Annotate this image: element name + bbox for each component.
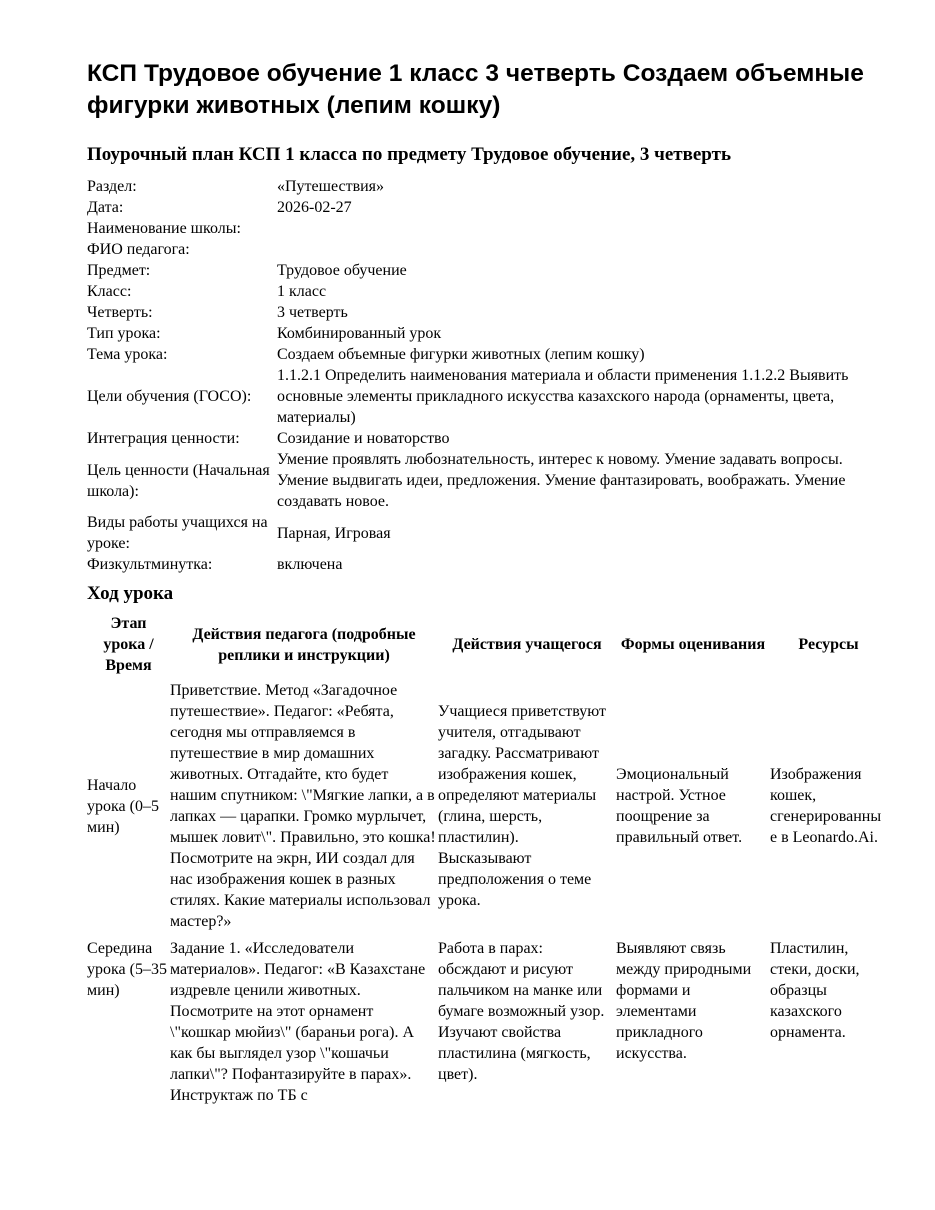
info-value: Трудовое обучение [277, 262, 407, 279]
info-value: 1.1.2.1 Определить наименования материала и области применения 1.1.2.2 Выявить основные элементы прикладного искусства казахского народа (орнаменты, цвета, материалы) [277, 367, 849, 426]
info-row-goals [87, 365, 877, 428]
info-value: 3 четверть [277, 304, 348, 321]
info-label: Цели обучения (ГОСО): [87, 388, 252, 405]
assessment-cell: Выявляют связь между природными формами и элементами прикладного искусства. [616, 940, 752, 1062]
info-label: Виды работы учащихся на уроке: [87, 514, 268, 552]
info-row-quarter [87, 302, 877, 323]
info-value [277, 239, 877, 260]
plan-heading: Поурочный план КСП 1 класса по предмету Трудовое обучение, 3 четверть [87, 144, 731, 165]
header-teacher-actions: Действия педагога (подробные реплики и инструкции) [192, 625, 416, 664]
info-row-school [87, 218, 877, 239]
info-label: Класс: [87, 283, 132, 300]
teacher-actions-cell: Приветствие. Метод «Загадочное путешествие». Педагог: «Ребята, сегодня мы отправляемся в путешествие в мир домашних животных. Отгадайте, кто будет нашим спутником: \"Мягкие лапки, а в лапках — царапки. Громко мурлычет, мышек ловит\". Правильно, это кошка! Посмотрите на экрн, ИИ создал для нас изображения кошек в разных стилях. Какие материалы использовал мастер?» [170, 682, 436, 930]
info-label: Цель ценности (Начальная школа): [87, 461, 270, 500]
info-row-value-integration [87, 428, 877, 449]
lesson-heading: Ход урока [87, 583, 174, 604]
document-title: КСП Трудовое обучение 1 класс 3 четверть Создаем объемные фигурки животных (лепим кошку) [87, 60, 864, 119]
info-row-value-goal [87, 449, 877, 512]
info-value: Парная, Игровая [277, 524, 391, 542]
info-value [277, 218, 877, 239]
info-value: Созидание и новаторство [277, 430, 450, 447]
info-label: ФИО педагога: [87, 241, 190, 258]
info-label: Тема урока: [87, 346, 168, 363]
info-label: Четверть: [87, 304, 153, 321]
info-value: Создаем объемные фигурки животных (лепим кошку) [277, 346, 645, 363]
info-row-work-types [87, 512, 877, 554]
info-label: Интеграция ценности: [87, 430, 240, 447]
header-stage: Этап урока / Время [103, 615, 154, 674]
info-label: Предмет: [87, 262, 151, 279]
info-row-section [87, 176, 877, 197]
lesson-info-table [87, 176, 877, 575]
info-row-topic [87, 344, 877, 365]
info-label: Тип урока: [87, 325, 161, 342]
info-label: Дата: [87, 199, 124, 216]
header-assessment: Формы оценивания [620, 636, 766, 653]
info-row-subject [87, 260, 877, 281]
info-row-teacher-name [87, 239, 877, 260]
info-row-lesson-type [87, 323, 877, 344]
info-value: Комбинированный урок [277, 325, 442, 342]
table-row [87, 680, 887, 938]
student-actions-cell: Учащиеся приветствуют учителя, отгадывают загадку. Рассматривают изображения кошек, определяют материалы (глина, шерсть, пластилин). Высказывают предположения о теме урока. [438, 703, 607, 909]
lesson-flow-table [87, 613, 887, 1112]
info-value: Умение проявлять любознательность, интерес к новому. Умение задавать вопросы. Умение выдвигать идеи, предложения. Умение фантазировать, воображать. Умение создавать новое. [277, 451, 846, 510]
header-resources: Ресурсы [798, 636, 859, 653]
assessment-cell: Эмоциональный настрой. Устное поощрение за правильный ответ. [616, 766, 743, 846]
document-page [87, 58, 882, 1112]
info-row-grade [87, 281, 877, 302]
teacher-actions-cell: Задание 1. «Исследователи материалов». Педагог: «В Казахстане издревле ценили животных. Посмотрите на этот орнамент \"кошкар мюйиз\" (бараньи рога). А как бы выглядел узор \"кошачьи лапки\"? Пофантазируйте в парах». Инструктаж по ТБ с [170, 940, 426, 1104]
stage-cell: Середина урока (5–35 мин) [87, 940, 167, 999]
resources-cell: Пластилин, стеки, доски, образцы казахского орнамента. [770, 940, 860, 1041]
info-row-physical-break [87, 554, 877, 575]
table-row [87, 938, 887, 1112]
info-value: включена [277, 556, 343, 573]
stage-cell: Начало урока (0–5 мин) [87, 776, 159, 836]
lesson-table-header-row [87, 613, 887, 680]
info-label: Физкультминутка: [87, 556, 213, 573]
info-value: «Путешествия» [277, 178, 385, 195]
resources-cell: Изображения кошек, сгенерированные в Leonardo.Ai. [770, 766, 882, 846]
info-row-date [87, 197, 877, 218]
info-value: 1 класс [277, 283, 327, 300]
info-value: 2026-02-27 [277, 199, 352, 216]
info-label: Наименование школы: [87, 220, 241, 237]
student-actions-cell: Работа в парах: обсждают и рисуют пальчиком на манке или бумаге возможный узор. Изучают свойства пластилина (мягкость, цвет). [438, 940, 605, 1083]
header-student-actions: Действия учащегося [452, 636, 602, 653]
info-label: Раздел: [87, 178, 137, 195]
